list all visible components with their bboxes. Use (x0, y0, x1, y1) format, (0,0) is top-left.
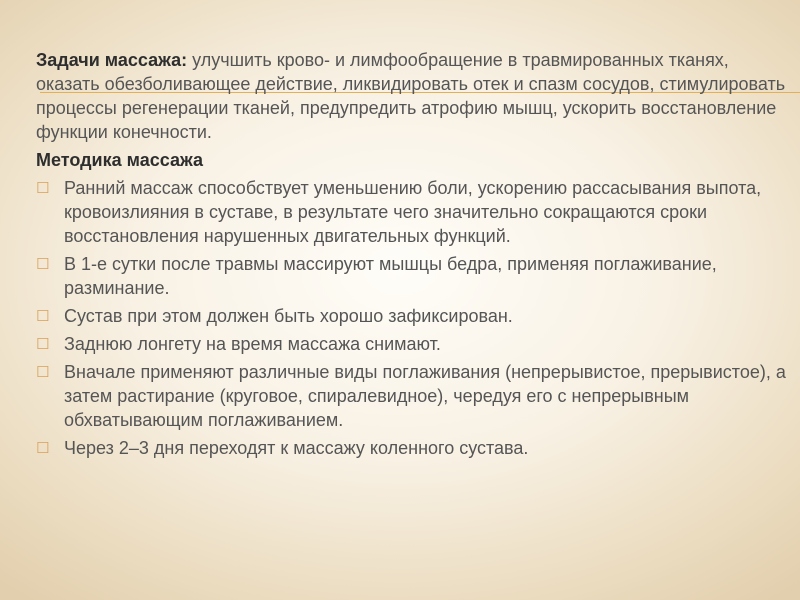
massage-tasks-text: улучшить крово- и лимфообращение в травмированных тканях, оказать обезболивающее действие, ликвидировать отек и спазм сосудов, стимулировать процессы регенерации тканей, предупредить атрофию мышц, ускорить восстановление функции конечности. (36, 50, 786, 142)
list-item-text: Ранний массаж способствует уменьшению боли, ускорению рассасывания выпота, кровоизлияния в суставе, в результате чего значительно сокращаются сроки восстановления нарушенных двигательных функций. (64, 178, 762, 246)
list-item-text: В 1-е сутки после травмы массируют мышцы бедра, применяя поглаживание, разминание. (64, 254, 717, 298)
list-item (36, 332, 796, 356)
bullet-marker-icon: ☐ (36, 256, 50, 273)
list-item (36, 176, 796, 248)
list-item (36, 360, 796, 432)
list-item (36, 304, 796, 328)
massage-tasks-paragraph (36, 48, 796, 144)
bullet-marker-icon: ☐ (36, 336, 50, 353)
method-heading: Методика массажа (36, 150, 203, 170)
bullet-marker-icon: ☐ (36, 364, 50, 381)
bullet-marker-icon: ☐ (36, 440, 50, 457)
list-item-text: Через 2–3 дня переходят к массажу коленного сустава. (64, 438, 529, 458)
slide-content (36, 48, 796, 460)
list-item (36, 436, 796, 460)
list-item (36, 252, 796, 300)
method-bullet-list (36, 176, 796, 460)
massage-tasks-label: Задачи массажа: (36, 50, 188, 70)
list-item-text: Вначале применяют различные виды поглаживания (непрерывистое, прерывистое), а затем растирание (круговое, спиралевидное), чередуя его с непрерывным обхватывающим поглаживанием. (64, 362, 786, 430)
list-item-text: Сустав при этом должен быть хорошо зафиксирован. (64, 306, 513, 326)
bullet-marker-icon: ☐ (36, 180, 50, 197)
bullet-marker-icon: ☐ (36, 308, 50, 325)
list-item-text: Заднюю лонгету на время массажа снимают. (64, 334, 441, 354)
